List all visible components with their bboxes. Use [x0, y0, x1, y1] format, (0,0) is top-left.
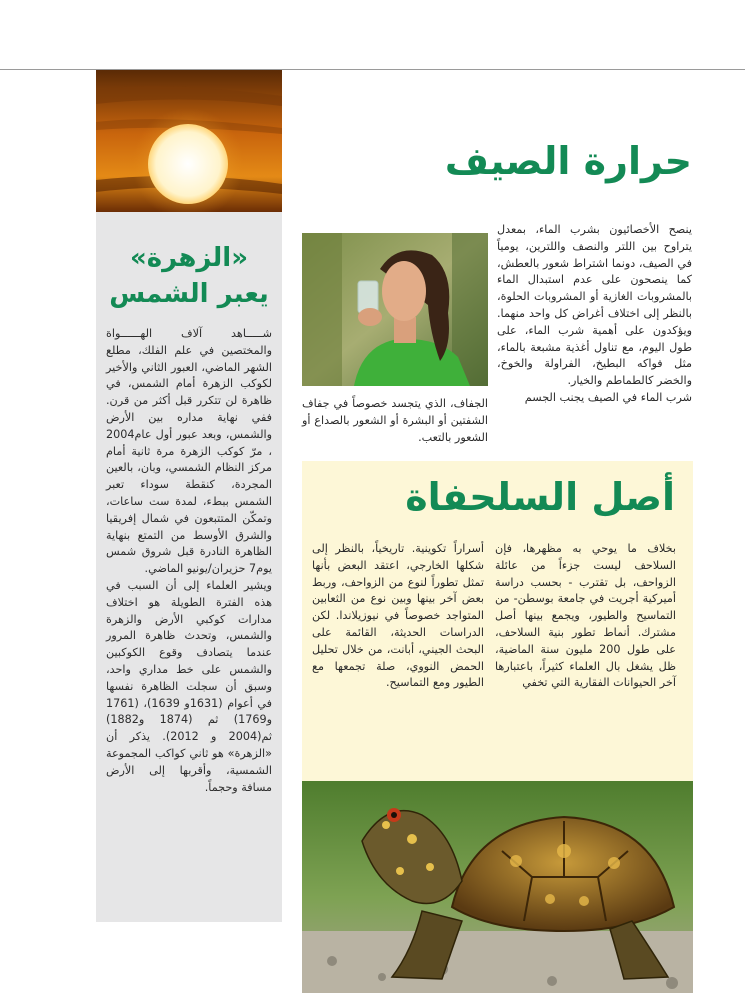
summer-paragraph: الجفاف، الذي يتجسد خصوصاً في جفاف الشفتين أو البشرة أو الشعور بالصداع أو الشعور بالتعب.: [302, 397, 488, 444]
summer-paragraph: ينصح الأخصائيون بشرب الماء، بمعدل يتراوح بين اللتر والنصف واللترين، يومياً في الصيف، دونما اشتراط شعور بالعطش، كما ينصحون على عدم استبدال الماء بالمشروبات الغازية أو المشروبات الحلوة، بالنظر إلى اختلاف أغراض كل واحد منهما. ويؤكدون على أهمية شرب الماء، على طول اليوم، مع تناول أغذية مشبعة بالماء، مثل فواكه البطيخ، الفراولة والخوخ، والخضر كالطماطم والخيار.: [497, 223, 692, 388]
turtle-column-left: [312, 541, 484, 692]
sunset-photo: [96, 70, 282, 212]
turtle-paragraph: أسراراً تكوينية. تاريخياً، بالنظر إلى شكلها الخارجي، اعتقد البعض بأنها تمثل تطوراً لنوع من الزواحف، وربط بعض آخر بينها وبين نوع من الثعابين المتواجد خصوصاً في نيوزيلاندا. لكن الدراسات الحديثة، القائمة على البحث الجيني، أبانت، من خلال تحليل الحمض النووي، صلة تجمعها مع الطيور ومع التماسيح.: [312, 542, 484, 690]
turtle-paragraph: بخلاف ما يوحي به مظهرها، فإن السلاحف ليست جزءاً من عائلة الزواحف، بل تقترب - بحسب دراسة أميركية أجريت في جامعة بوسطن- من التماسيح والطيور، ويجمع بينها أصل مشترك. أنماط تطور بنية السلاحف، على طول 200 مليون سنة الماضية، ظل يشغل بال العلماء كثيراً، باعتبارها آخر الحيوانات الفقارية التي تخفي: [495, 542, 676, 690]
sidebar-article-body: [106, 326, 272, 796]
summer-paragraph-continued: شرب الماء في الصيف يجنب الجسم: [524, 390, 692, 404]
summer-column-left: [302, 396, 488, 446]
sidebar-title-line1: «الزهرة»: [130, 243, 248, 273]
summer-article-title: حرارة الصيف: [444, 139, 692, 183]
woman-drinking-water-photo: [302, 233, 488, 386]
sidebar-title-line2: يعبر الشمس: [109, 279, 269, 309]
sidebar-paragraph: شـــــاهد آلاف الهــــــواة والمختصين في علم الفلك، مطلع الشهر الماضي، العبور الثاني والأخير لكوكب الزهرة أمام الشمس، في ظاهرة لن تتكرر قبل أكثر من قرن. ففي نهاية مداره بين الأرض والشمس، وبعد عبور أول عام2004 ، مرّ كوكب الزهرة مرة ثانية أمام مركز النظام الشمسي، وبان، بالعين المجردة، كنقطة سوداء تعبر الشمس ببطء، لمدة ست ساعات، وتمكّن المتتبعون في شمال إفريقيا والشرق الأوسط من التمتع بنهاية الظاهرة النادرة قبل شروق شمس يوم7 حزيران/يونيو الماضي.: [106, 327, 272, 576]
turtle-column-right: [495, 541, 676, 692]
summer-column-right: [497, 222, 692, 407]
box-turtle-photo: [302, 781, 693, 993]
turtle-article-title: أصل السلحفاة: [405, 475, 675, 519]
sidebar-paragraph: ويشير العلماء إلى أن السبب في هذه الفترة الطويلة هو اختلاف مدارات كوكبي الأرض والزهرة والشمس، وتحدث ظاهرة المرور عندما يتصادف وقوع الكوكبين والشمس على خط مداري واحد، وسبق أن سجلت الظاهرة نفسها في أعوام (1631و 1639)، (1761 و1769) ثم (1874 و1882) ثم(2004 و 2012). يذكر أن «الزهرة» هو ثاني كواكب المجموعة الشمسية، وأقربها إلى الأرض مسافة وحجماً.: [106, 578, 273, 794]
sidebar-title: [96, 240, 282, 312]
